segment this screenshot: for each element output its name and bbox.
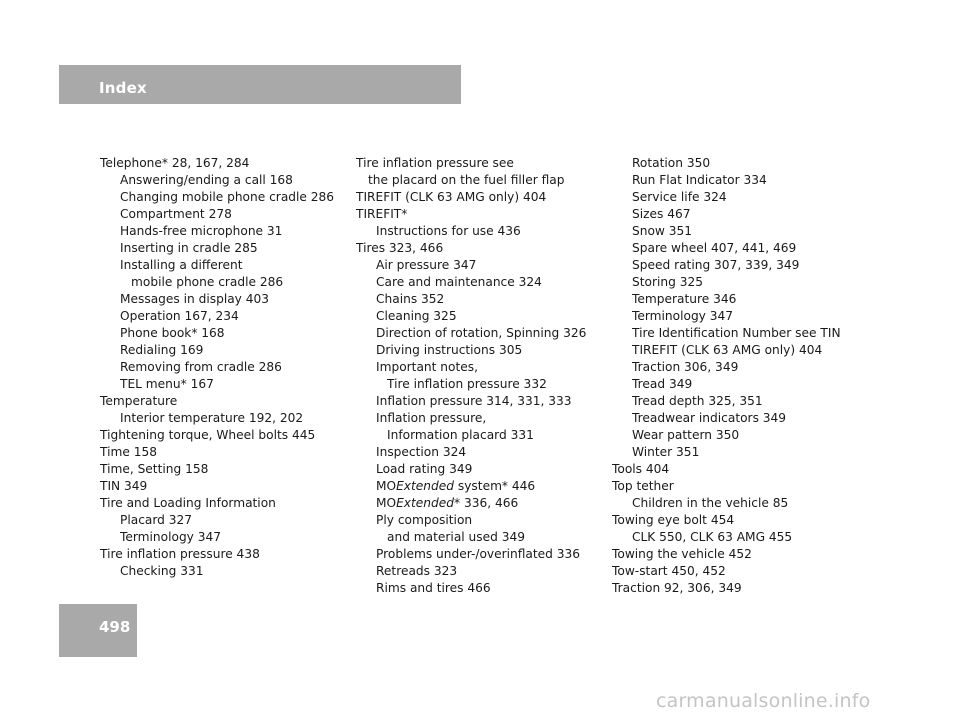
page-number-tab [59,604,137,657]
index-subentry: Problems under-/overinflated 336 [376,547,581,561]
index-entry: Time 158 [100,445,157,459]
index-subentry: Temperature 346 [632,292,737,306]
index-entry: Towing eye bolt 454 [612,513,735,527]
index-subentry: Hands-free microphone 31 [120,224,283,238]
index-subentry: MOExtended* 336, 466 [376,496,519,510]
index-entry: Telephone* 28, 167, 284 [100,156,250,170]
index-entry: Temperature [100,394,178,408]
index-entry: Tire inflation pressure 438 [100,547,260,561]
index-subentry: Operation 167, 234 [120,309,239,323]
index-subentry: Messages in display 403 [120,292,270,306]
index-column-2 [356,155,606,597]
index-subentry: Care and maintenance 324 [376,275,542,289]
index-subentry: Load rating 349 [376,462,473,476]
index-subentry: and material used 349 [387,530,525,544]
index-subentry: Traction 306, 349 [632,360,739,374]
index-subentry: TIREFIT (CLK 63 AMG only) 404 [632,343,823,357]
index-subentry: Speed rating 307, 339, 349 [632,258,800,272]
index-subentry: TEL menu* 167 [120,377,214,391]
index-subentry: Run Flat Indicator 334 [632,173,767,187]
index-subentry: Terminology 347 [632,309,734,323]
index-subentry: Ply composition [376,513,473,527]
index-subentry: Tread 349 [632,377,693,391]
index-subentry: Snow 351 [632,224,693,238]
index-subentry: Terminology 347 [120,530,222,544]
index-entry: Towing the vehicle 452 [612,547,752,561]
index-entry: Traction 92, 306, 349 [612,581,742,595]
index-subentry: Spare wheel 407, 441, 469 [632,241,797,255]
index-subentry: Inspection 324 [376,445,467,459]
index-subentry: Tread depth 325, 351 [632,394,763,408]
index-entry: Top tether [612,479,674,493]
index-subentry: Inflation pressure 314, 331, 333 [376,394,572,408]
index-subentry: the placard on the fuel filler flap [368,173,565,187]
index-subentry: Tire inflation pressure 332 [387,377,547,391]
index-subentry: Storing 325 [632,275,703,289]
index-subentry: Chains 352 [376,292,445,306]
index-subentry: Inflation pressure, [376,411,487,425]
index-subentry: Phone book* 168 [120,326,225,340]
index-entry: Tire and Loading Information [100,496,276,510]
page-number: 498 [99,618,131,636]
index-entry: TIREFIT (CLK 63 AMG only) 404 [356,190,547,204]
index-entry: Time, Setting 158 [100,462,209,476]
index-entry: TIREFIT* [356,207,408,221]
index-entry: Tools 404 [612,462,670,476]
index-subentry: Service life 324 [632,190,727,204]
index-subentry: MOExtended system* 446 [376,479,536,493]
index-subentry: Rotation 350 [632,156,711,170]
index-subentry: Rims and tires 466 [376,581,491,595]
index-subentry: Checking 331 [120,564,204,578]
index-entry: Tire inflation pressure see [356,156,514,170]
index-entry: Tow-start 450, 452 [612,564,726,578]
index-subentry: CLK 550, CLK 63 AMG 455 [632,530,793,544]
index-subentry: Interior temperature 192, 202 [120,411,304,425]
index-subentry: Driving instructions 305 [376,343,523,357]
index-header-bar [59,65,461,104]
index-entry: Tires 323, 466 [356,241,444,255]
index-subentry: Cleaning 325 [376,309,457,323]
index-subentry: Sizes 467 [632,207,691,221]
index-subentry: Inserting in cradle 285 [120,241,258,255]
index-subentry: Air pressure 347 [376,258,477,272]
index-subentry: Information placard 331 [387,428,534,442]
index-subentry: mobile phone cradle 286 [131,275,284,289]
index-subentry: Retreads 323 [376,564,458,578]
index-subentry: Answering/ending a call 168 [120,173,293,187]
index-subentry: Important notes, [376,360,478,374]
watermark: carmanualsonline.info [656,690,871,712]
index-column-1 [100,155,350,580]
index-subentry: Compartment 278 [120,207,232,221]
index-subentry: Removing from cradle 286 [120,360,282,374]
index-subentry: Treadwear indicators 349 [632,411,787,425]
page-title: Index [99,79,147,97]
index-subentry: Children in the vehicle 85 [632,496,789,510]
index-subentry: Instructions for use 436 [376,224,521,238]
index-subentry: Winter 351 [632,445,700,459]
index-entry: TIN 349 [100,479,148,493]
index-entry: Tightening torque, Wheel bolts 445 [100,428,316,442]
index-subentry: Tire Identification Number see TIN [632,326,841,340]
index-column-3 [612,155,862,597]
index-subentry: Wear pattern 350 [632,428,740,442]
index-subentry: Changing mobile phone cradle 286 [120,190,335,204]
index-subentry: Direction of rotation, Spinning 326 [376,326,587,340]
index-subentry: Installing a different [120,258,243,272]
index-subentry: Placard 327 [120,513,193,527]
index-subentry: Redialing 169 [120,343,204,357]
